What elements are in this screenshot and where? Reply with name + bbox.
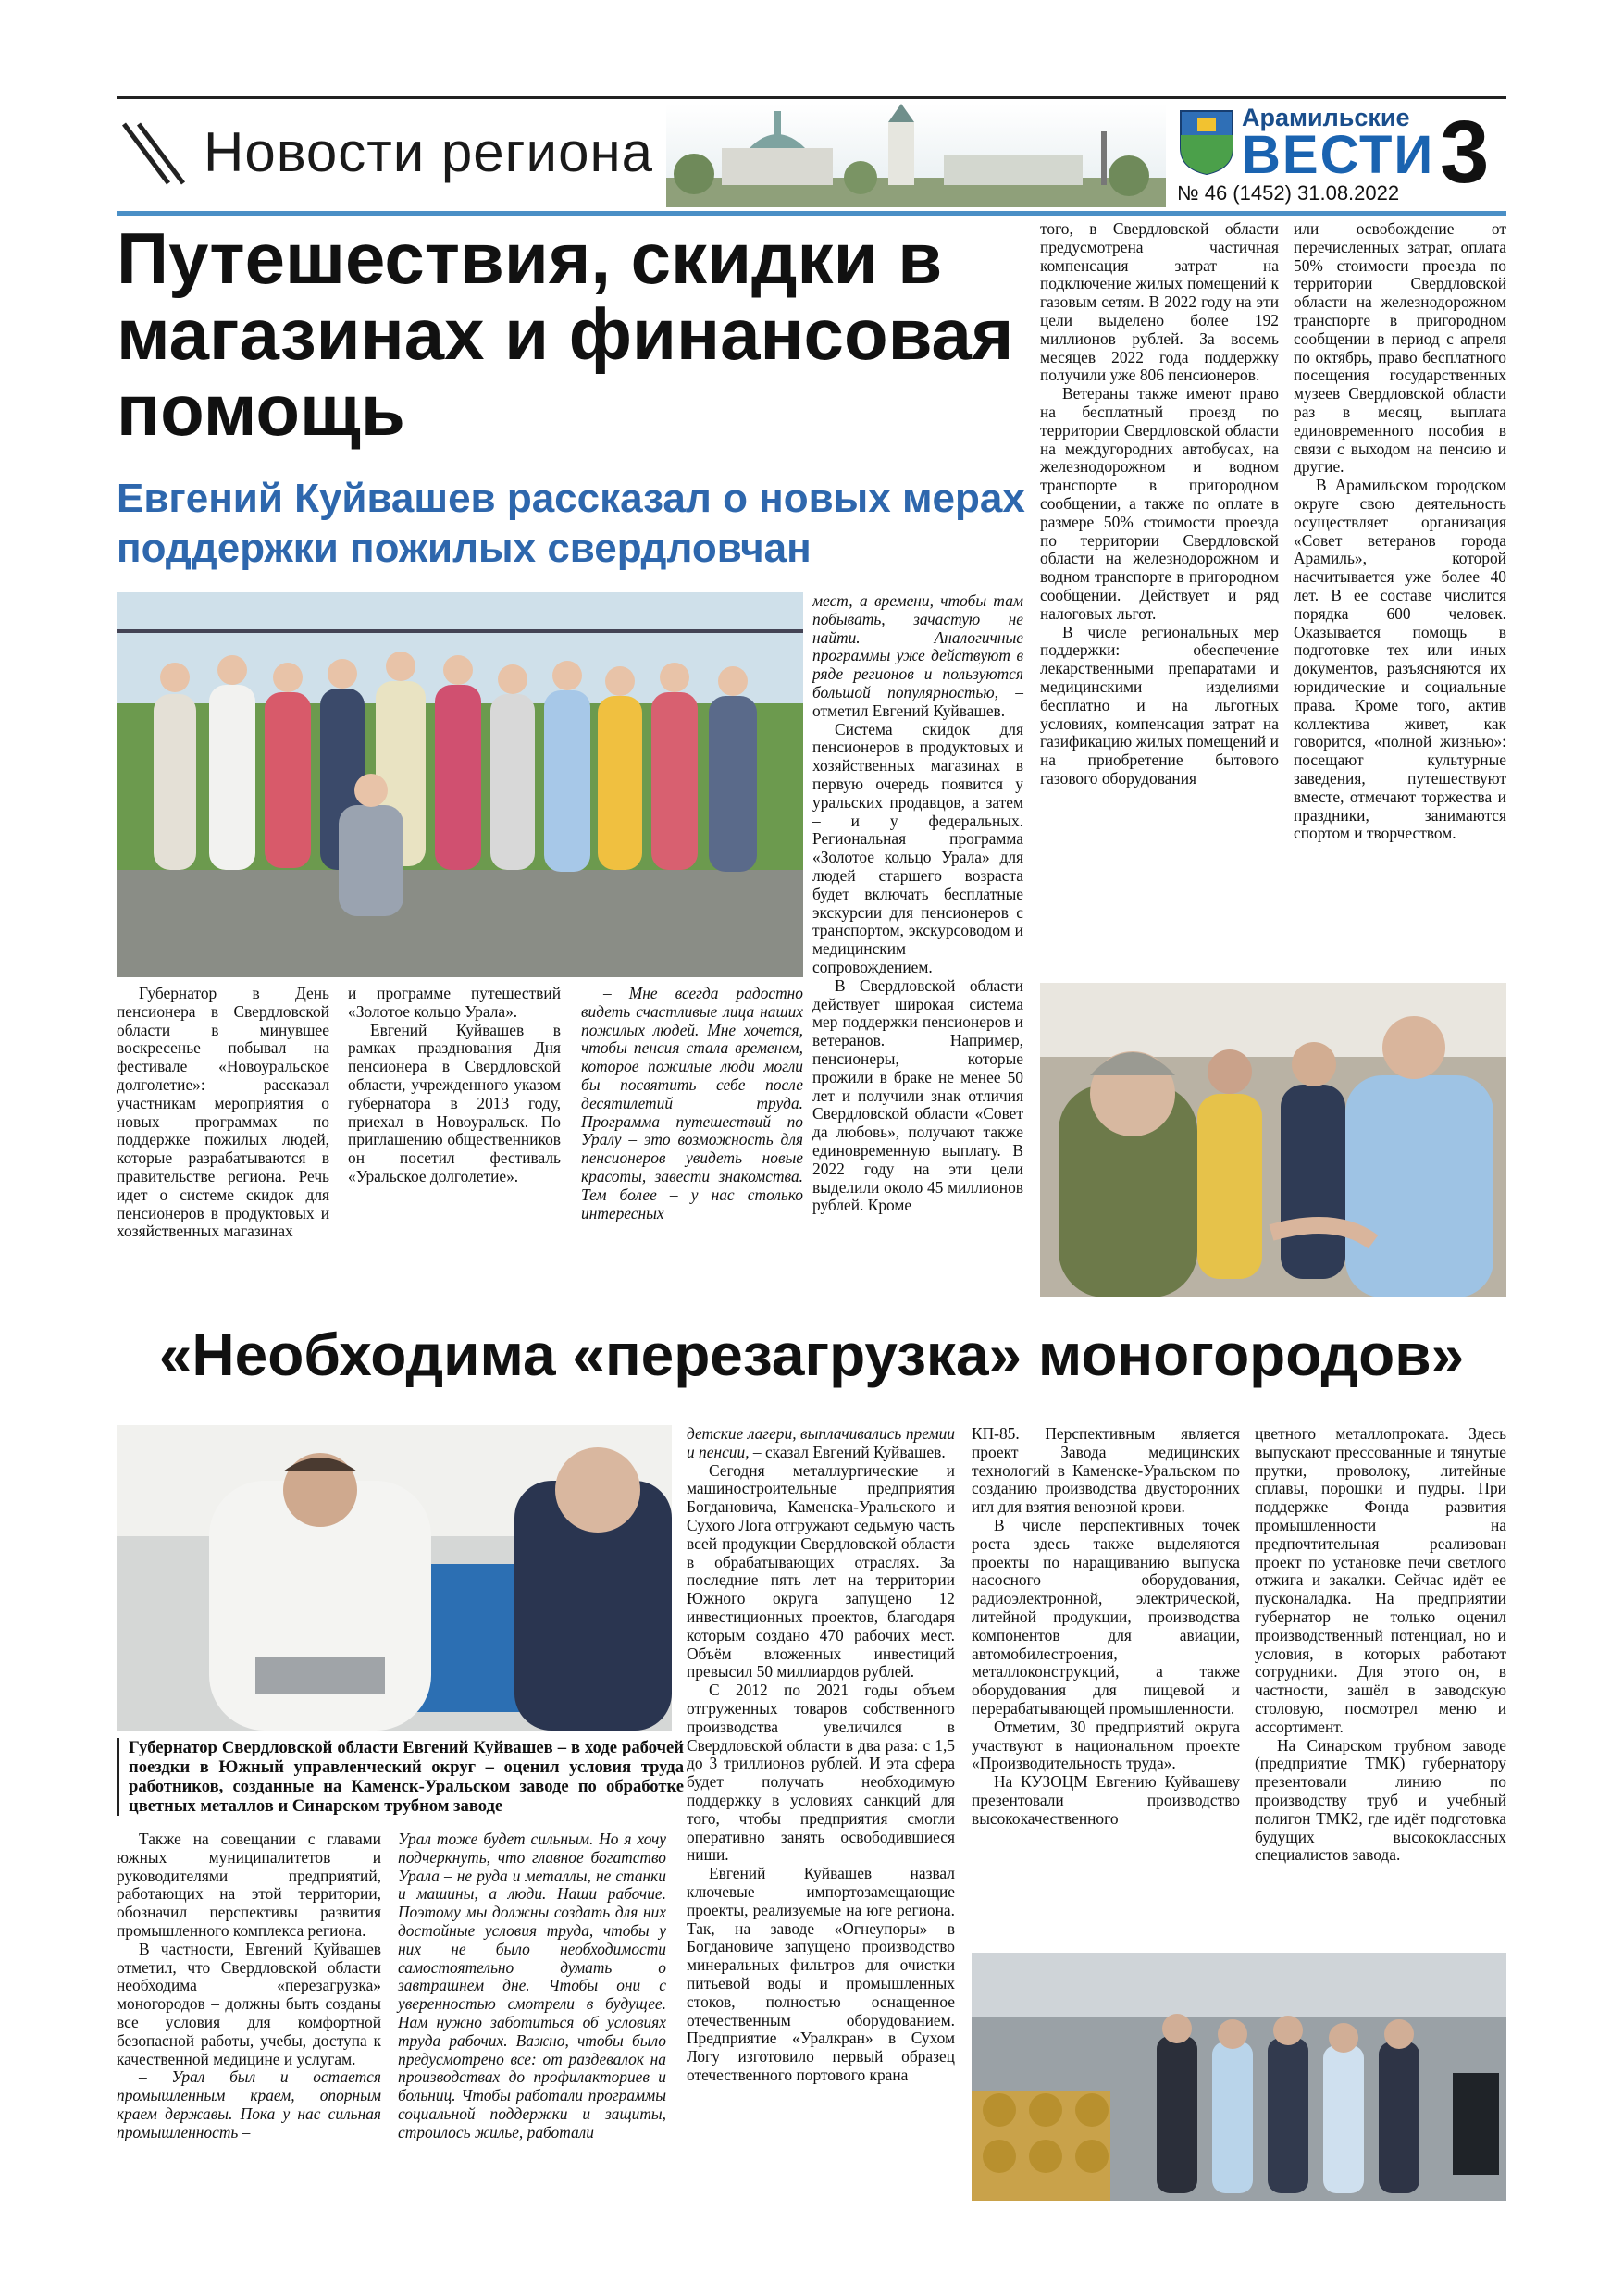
article2-col4-p4: На КУЗОЦМ Евгению Куйвашеву презентовали производство высококачественного bbox=[972, 1772, 1240, 1828]
article2-col5-p1: цветного металлопроката. Здесь выпускают прессованные и тянутые прутки, проволоку, литейные сплавы, порошки и пудры. При поддержке Фонда развития промышленности на предпочтительная реализован проект по установке печи светлого отжига и закалки. Сейчас идёт ее пусконаладка. На предприятии губернатор не только оценил производственный потенциал, но и условия, в которых работают сотрудники. Для этого он, в частности, зашёл в заводскую столовую, посмотрел меню и ассортимент. bbox=[1255, 1424, 1506, 1736]
article2-col3-attribution: – сказал Евгений Куйвашев. bbox=[749, 1442, 946, 1461]
section-title: Новости региона bbox=[204, 121, 653, 183]
article1-quote-attribution: – отметил Евгений Куйвашев. bbox=[812, 682, 1024, 720]
article2-col3-p4: Евгений Куйвашев назвал ключевые импортозамещающие проекты, реализуемые на юге региона. Так, на заводе «Огнеупоры» в Богдановиче запущено производство минеральных фильтров для очистки питьевой воды и промышленных стоков, полностью оснащенное отечественным оборудованием. Предприятие «Уралкран» в Сухом Логу изготовило первый образец отечественного портового крана bbox=[687, 1864, 955, 2084]
article1-col2-p1: и программе путешествий «Золотое кольцо Урала». bbox=[348, 984, 561, 1021]
article1-col3-p3: В Свердловской области действует широкая система мер поддержки пенсионеров и ветеранов. Например, пенсионеры, которые прожили в браке не менее 50 лет и получили знак отличия Свердловской области «Совет да любовь», получают также единовременную выплату. В 2022 году на эти цели выделили около 45 миллионов рублей. Кроме bbox=[812, 975, 1023, 1215]
article2-col4-p1: КП-85. Перспективным является проект Завода медицинских технологий в Каменске-Уральском по созданию производства двусторонних игл для взятия венозной крови. bbox=[972, 1424, 1240, 1517]
article1-col4-p1: того, в Свердловской области предусмотрена частичная компенсация затрат на подключение жилых помещений к газовым сетям. В 2022 году на эти цели выделено более 192 миллионов рублей. За восемь месяцев 2022 года поддержку получили уже 806 пенсионеров. bbox=[1040, 219, 1279, 385]
article1-quote: – Мне всегда радостно видеть счастливые лица наших пожилых людей. Мне хочется, чтобы пенсия стала временем, которое пожилые люди могли бы посвятить себе после десятилетий труда. Программа путешествий по Уралу – это возможность для пенсионеров увидеть новые красоты, завести знакомства. Тем более – у нас столько интересных bbox=[581, 984, 803, 1222]
article1-col3 bbox=[812, 592, 1023, 1215]
article2-col3-p3: С 2012 по 2021 годы объем отгруженных товаров собственного производства увеличился в Свердловской области в два раза: с 1,5 до 3 триллионов рублей. И эта сфера будет получать необходимую поддержку в условиях санкций для того, чтобы предприятия смогли оперативно занять освободившиеся ниши. bbox=[687, 1681, 955, 1865]
article1-col-quote bbox=[581, 985, 803, 1222]
section-slashes-icon bbox=[118, 118, 192, 192]
article2-col4-p2: В числе перспективных точек роста здесь также выделяются проекты по наращиванию выпуска насосного оборудования, радиоэлектронной, электрической, литейной продукции, производства компонентов для авиации, автомобилестроения, металлоконструкций, а также оборудования для пищевой и перерабатывающей промышленности. bbox=[972, 1515, 1240, 1718]
newspaper-logo-small: Арамильские bbox=[1242, 104, 1410, 131]
article2-col5 bbox=[1255, 1425, 1506, 1865]
article2-col3 bbox=[687, 1425, 955, 2085]
header-bottom-rule bbox=[117, 211, 1506, 216]
article2-col4 bbox=[972, 1425, 1240, 1829]
article2-photo-factory bbox=[117, 1425, 672, 1731]
article1-quote-end: мест, а времени, чтобы там побывать, зачастую не найти. Аналогичные программы уже действуют в ряде регионов и пользуются большой популярностью, bbox=[812, 591, 1023, 701]
article1-headline: Путешествия, скидки в магазинах и финансовая помощь bbox=[117, 217, 1014, 451]
article2-col1 bbox=[117, 1831, 381, 2142]
article1-col2 bbox=[348, 985, 561, 1186]
article1-subhead: Евгений Куйвашев рассказал о новых мерах поддержки пожилых свердловчан bbox=[117, 476, 1025, 571]
header-top-rule bbox=[117, 96, 1506, 99]
article1-col4 bbox=[1040, 220, 1279, 788]
article2-col1-quote: – Урал был и остается промышленным краем, опорным краем державы. Пока у нас сильная промышленность – bbox=[117, 2067, 381, 2141]
header-banner-image bbox=[666, 104, 1166, 207]
article1-col2-p2: Евгений Куйвашев в рамках празднования Дня пенсионера в Свердловской области, учрежденного указом губернатора в 2013 году, приехал в Новоуральск. По приглашению общественников он посетил фестиваль «Уральское долголетие». bbox=[348, 1020, 561, 1185]
issue-number: № 46 (1452) 31.08.2022 bbox=[1177, 181, 1400, 205]
article1-col5-p1: или освобождение от перечисленных затрат, оплата 50% стоимости проезда по территории Свердловской области на железнодорожном транспорте в пригородном сообщении в период с апреля по октябрь, право бесплатного посещения государственных музеев Свердловской области раз в месяц, выплата единовременного пособия в связи с выходом на пенсию и другие. bbox=[1294, 219, 1506, 477]
article2-col1-p2: В частности, Евгений Куйвашев отметил, что Свердловской области необходима «перезагрузка» моногородов – должны быть созданы все условия для комфортной безопасной работы, учебы, доступа к качественной медицине и услугам. bbox=[117, 1939, 381, 2068]
article1-col4-p3: В числе региональных мер поддержки: обеспечение лекарственными препаратами и медицинскими изделиями бесплатно и на льготных условиях, компенсация затрат на газификацию жилых помещений и на приобретение бытового газового оборудования bbox=[1040, 622, 1279, 788]
page-number: 3 bbox=[1440, 103, 1490, 202]
article2-col5-p2: На Синарском трубном заводе (предприятие ТМК) губернатору презентовали линию по производству труб и учебный полигон ТМК2, где идёт подготовка будущих высококлассных специалистов завода. bbox=[1255, 1735, 1506, 1865]
article1-photo-group bbox=[117, 592, 803, 977]
newspaper-logo: ВЕСТИ bbox=[1242, 125, 1435, 185]
article2-photo-pipe-plant bbox=[972, 1953, 1506, 2201]
article1-col5-p2: В Арамильском городском округе свою деятельность осуществляет организация «Совет ветеранов города Арамиль», которой насчитывается уже более 40 лет. В ее составе числится порядка 600 человек. Оказывается помощь в подготовке тех или иных документов, разъясняются их юридические и социальные права. Кроме того, актив коллектива живет, как говорится, «полной жизнью»: посещают культурные заведения, путешествуют вместе, отмечают торжества и праздники, занимаются спортом и творчеством. bbox=[1294, 476, 1506, 843]
article2-col1-p1: Также на совещании с главами южных муниципалитетов и руководителями предприятий, работающих на этой территории, обозначил перспективы развития промышленного комплекса региона. bbox=[117, 1830, 381, 1940]
article2-col2-quote: Урал тоже будет сильным. Но я хочу подчеркнуть, что главное богатство Урала – не руда и металлы, не станки и машины, а люди. Наши рабочие. Поэтому мы должны создать для них достойные условия труда, чтобы у них не было необходимости самостоятельно думать о завтрашнем дне. Чтобы они с уверенностью смотрели в будущее. Нам нужно заботиться об условиях труда рабочих. Важно, чтобы было предусмотрено все: от раздевалок на производствах до профилакториев и больниц. Чтобы работали программы социальной поддержки и защиты, строилось жилье, работали bbox=[398, 1830, 666, 2141]
article1-col1 bbox=[117, 985, 329, 1241]
article2-headline: «Необходима «перезагрузка» моногородов» bbox=[158, 1322, 1465, 1388]
city-crest-icon bbox=[1177, 107, 1236, 176]
article2-col2 bbox=[398, 1831, 666, 2142]
article2-photo-caption: Губернатор Свердловской области Евгений Куйвашев – в ходе рабочей поездки в Южный управленческий округ – оценил условия труда работников, созданные на Каменск-Уральском заводе по обработке цветных металлов и Синарском трубном заводе bbox=[117, 1738, 684, 1816]
article1-col3-p2: Система скидок для пенсионеров в продуктовых и хозяйственных магазинах в первую очередь появится у уральских продавцов, а затем – и у федеральных. Региональная программа «Золотое кольцо Урала» для людей старшего возраста будет включать бесплатные экскурсии для пенсионеров с транспортом, экскурсоводом и медицинским сопровождением. bbox=[812, 719, 1023, 976]
article2-col3-p2: Сегодня металлургические и машиностроительные предприятия Богдановича, Каменска-Уральского и Сухого Лога отгружают седьмую часть всей продукции Свердловской области в обрабатывающих отраслях. За последние пять лет на территории Южного округа запущено 12 инвестиционных проектов, благодаря которым создано 470 рабочих мест. Объём вложенных инвестиций превысил 50 миллиардов рублей. bbox=[687, 1460, 955, 1682]
article2-col3-quote: детские лагери, выплачивались премии и пенсии, bbox=[687, 1424, 955, 1461]
article1-photo-governor bbox=[1040, 983, 1506, 1297]
article2-col4-p3: Отметим, 30 предприятий округа участвуют в национальном проекте «Производительность труда». bbox=[972, 1717, 1240, 1773]
article1-col4-p2: Ветераны также имеют право на бесплатный проезд по территории Свердловской области на междугородних автобусах, на железнодорожном и водном транспорте в пригородном сообщении, а также по оплате в размере 50% стоимости проезда по территории Свердловской области на железнодорожном и водном транспорте в пригородном сообщении. Действует и ряд налоговых льгот. bbox=[1040, 384, 1279, 623]
article1-col1-p1: Губернатор в День пенсионера в Свердловской области в минувшее воскресенье побывал на фестивале «Новоуральское долголетие»: рассказал участникам мероприятия о новых программах по поддержке пожилых людей, которые разрабатываются в правительстве региона. Речь идет о системе скидок для пенсионеров в продуктовых и хозяйственных магазинах bbox=[117, 984, 329, 1241]
article1-col5 bbox=[1294, 220, 1506, 843]
